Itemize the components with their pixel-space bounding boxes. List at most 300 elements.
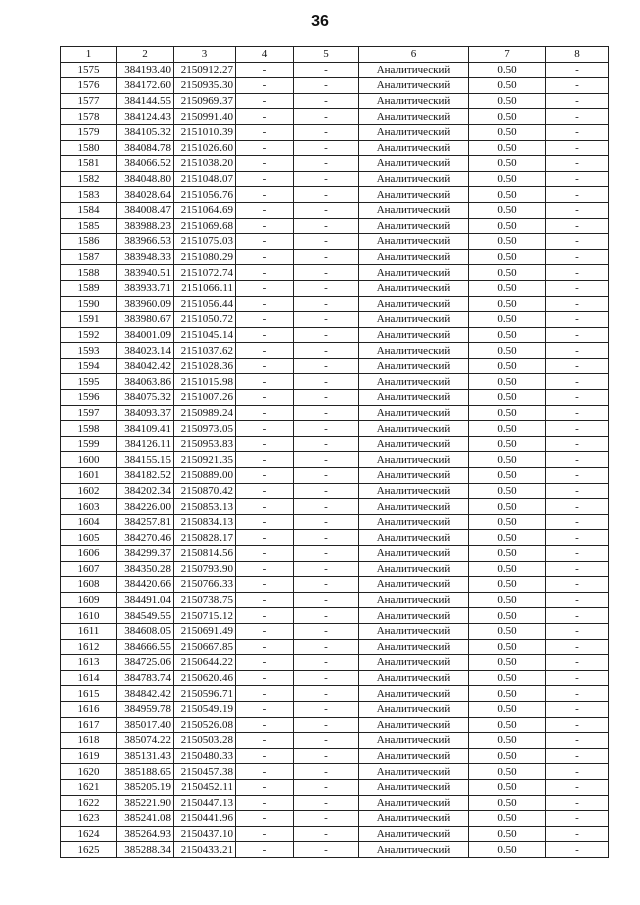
cell-x-coordinate: 384008.47	[117, 202, 174, 218]
cell-col-8: -	[546, 124, 609, 140]
table-row	[61, 499, 609, 515]
cell-col-5: -	[294, 655, 359, 671]
cell-method: Аналитический	[359, 78, 469, 94]
cell-y-coordinate: 2150715.12	[174, 608, 236, 624]
cell-y-coordinate: 2150691.49	[174, 623, 236, 639]
cell-accuracy: 0.50	[469, 405, 546, 421]
cell-accuracy: 0.50	[469, 623, 546, 639]
cell-method: Аналитический	[359, 124, 469, 140]
cell-col-4: -	[236, 343, 294, 359]
column-header-accuracy: 7	[469, 47, 546, 63]
cell-col-5: -	[294, 748, 359, 764]
cell-col-8: -	[546, 561, 609, 577]
cell-y-coordinate: 2150437.10	[174, 826, 236, 842]
cell-x-coordinate: 384023.14	[117, 343, 174, 359]
cell-col-5: -	[294, 701, 359, 717]
cell-y-coordinate: 2151007.26	[174, 390, 236, 406]
cell-col-4: -	[236, 795, 294, 811]
cell-method: Аналитический	[359, 561, 469, 577]
cell-col-5: -	[294, 608, 359, 624]
cell-col-8: -	[546, 639, 609, 655]
table-row	[61, 686, 609, 702]
cell-point-number: 1599	[61, 436, 117, 452]
cell-x-coordinate: 384666.55	[117, 639, 174, 655]
cell-y-coordinate: 2150953.83	[174, 436, 236, 452]
cell-x-coordinate: 384155.15	[117, 452, 174, 468]
cell-col-5: -	[294, 124, 359, 140]
cell-col-5: -	[294, 639, 359, 655]
cell-accuracy: 0.50	[469, 327, 546, 343]
cell-col-8: -	[546, 358, 609, 374]
cell-col-8: -	[546, 218, 609, 234]
cell-col-5: -	[294, 156, 359, 172]
table-row	[61, 436, 609, 452]
cell-col-8: -	[546, 483, 609, 499]
cell-method: Аналитический	[359, 717, 469, 733]
cell-y-coordinate: 2150667.85	[174, 639, 236, 655]
cell-col-8: -	[546, 93, 609, 109]
cell-accuracy: 0.50	[469, 312, 546, 328]
cell-y-coordinate: 2151080.29	[174, 249, 236, 265]
cell-col-4: -	[236, 312, 294, 328]
cell-y-coordinate: 2150921.35	[174, 452, 236, 468]
cell-point-number: 1596	[61, 390, 117, 406]
cell-y-coordinate: 2150973.05	[174, 421, 236, 437]
cell-method: Аналитический	[359, 171, 469, 187]
cell-col-5: -	[294, 717, 359, 733]
table-row	[61, 343, 609, 359]
cell-col-5: -	[294, 546, 359, 562]
cell-col-5: -	[294, 280, 359, 296]
cell-col-8: -	[546, 842, 609, 858]
cell-col-4: -	[236, 811, 294, 827]
cell-x-coordinate: 385188.65	[117, 764, 174, 780]
cell-accuracy: 0.50	[469, 62, 546, 78]
cell-col-5: -	[294, 826, 359, 842]
cell-col-5: -	[294, 78, 359, 94]
cell-method: Аналитический	[359, 779, 469, 795]
cell-x-coordinate: 385131.43	[117, 748, 174, 764]
cell-x-coordinate: 384124.43	[117, 109, 174, 125]
cell-accuracy: 0.50	[469, 468, 546, 484]
table-row	[61, 156, 609, 172]
cell-y-coordinate: 2150452.11	[174, 779, 236, 795]
cell-y-coordinate: 2150620.46	[174, 670, 236, 686]
table-row	[61, 592, 609, 608]
cell-x-coordinate: 385264.93	[117, 826, 174, 842]
cell-method: Аналитический	[359, 452, 469, 468]
cell-method: Аналитический	[359, 530, 469, 546]
cell-accuracy: 0.50	[469, 436, 546, 452]
table-row	[61, 670, 609, 686]
cell-point-number: 1578	[61, 109, 117, 125]
table-row	[61, 62, 609, 78]
cell-col-4: -	[236, 748, 294, 764]
cell-col-8: -	[546, 436, 609, 452]
table-row	[61, 78, 609, 94]
cell-point-number: 1617	[61, 717, 117, 733]
cell-col-4: -	[236, 156, 294, 172]
table-row	[61, 468, 609, 484]
cell-col-4: -	[236, 265, 294, 281]
cell-accuracy: 0.50	[469, 483, 546, 499]
cell-point-number: 1621	[61, 779, 117, 795]
cell-x-coordinate: 384048.80	[117, 171, 174, 187]
table-row	[61, 171, 609, 187]
cell-x-coordinate: 384549.55	[117, 608, 174, 624]
table-row	[61, 826, 609, 842]
cell-x-coordinate: 384270.46	[117, 530, 174, 546]
cell-col-8: -	[546, 655, 609, 671]
cell-point-number: 1615	[61, 686, 117, 702]
cell-col-5: -	[294, 109, 359, 125]
cell-x-coordinate: 384420.66	[117, 577, 174, 593]
cell-col-4: -	[236, 187, 294, 203]
cell-y-coordinate: 2151026.60	[174, 140, 236, 156]
cell-col-8: -	[546, 795, 609, 811]
cell-col-4: -	[236, 592, 294, 608]
cell-col-8: -	[546, 249, 609, 265]
table-row	[61, 483, 609, 499]
cell-col-5: -	[294, 670, 359, 686]
cell-col-8: -	[546, 62, 609, 78]
cell-accuracy: 0.50	[469, 187, 546, 203]
cell-col-5: -	[294, 265, 359, 281]
cell-point-number: 1611	[61, 623, 117, 639]
column-header-x-coordinate: 2	[117, 47, 174, 63]
cell-point-number: 1623	[61, 811, 117, 827]
cell-accuracy: 0.50	[469, 826, 546, 842]
cell-col-8: -	[546, 234, 609, 250]
cell-method: Аналитический	[359, 592, 469, 608]
cell-col-5: -	[294, 436, 359, 452]
cell-accuracy: 0.50	[469, 452, 546, 468]
cell-point-number: 1606	[61, 546, 117, 562]
cell-point-number: 1597	[61, 405, 117, 421]
cell-col-4: -	[236, 218, 294, 234]
column-header-y-coordinate: 3	[174, 47, 236, 63]
cell-col-8: -	[546, 280, 609, 296]
cell-col-8: -	[546, 592, 609, 608]
cell-col-5: -	[294, 358, 359, 374]
cell-x-coordinate: 384001.09	[117, 327, 174, 343]
cell-y-coordinate: 2151075.03	[174, 234, 236, 250]
cell-point-number: 1598	[61, 421, 117, 437]
table-row	[61, 327, 609, 343]
cell-col-8: -	[546, 327, 609, 343]
cell-accuracy: 0.50	[469, 811, 546, 827]
cell-y-coordinate: 2150738.75	[174, 592, 236, 608]
cell-y-coordinate: 2151028.36	[174, 358, 236, 374]
cell-method: Аналитический	[359, 93, 469, 109]
cell-x-coordinate: 384959.78	[117, 701, 174, 717]
cell-col-4: -	[236, 78, 294, 94]
table-row	[61, 701, 609, 717]
cell-y-coordinate: 2151045.14	[174, 327, 236, 343]
cell-x-coordinate: 384491.04	[117, 592, 174, 608]
cell-x-coordinate: 384172.60	[117, 78, 174, 94]
cell-method: Аналитический	[359, 436, 469, 452]
cell-y-coordinate: 2150766.33	[174, 577, 236, 593]
cell-col-4: -	[236, 358, 294, 374]
page-number: 36	[311, 13, 329, 30]
cell-col-8: -	[546, 78, 609, 94]
cell-point-number: 1585	[61, 218, 117, 234]
cell-x-coordinate: 383960.09	[117, 296, 174, 312]
cell-accuracy: 0.50	[469, 156, 546, 172]
cell-y-coordinate: 2150644.22	[174, 655, 236, 671]
cell-x-coordinate: 384842.42	[117, 686, 174, 702]
cell-col-8: -	[546, 577, 609, 593]
cell-col-5: -	[294, 374, 359, 390]
cell-y-coordinate: 2150814.56	[174, 546, 236, 562]
cell-col-5: -	[294, 249, 359, 265]
table-row	[61, 265, 609, 281]
cell-point-number: 1595	[61, 374, 117, 390]
cell-method: Аналитический	[359, 670, 469, 686]
cell-y-coordinate: 2150457.38	[174, 764, 236, 780]
cell-accuracy: 0.50	[469, 343, 546, 359]
cell-y-coordinate: 2151037.62	[174, 343, 236, 359]
cell-x-coordinate: 385241.08	[117, 811, 174, 827]
cell-x-coordinate: 384299.37	[117, 546, 174, 562]
cell-x-coordinate: 384144.55	[117, 93, 174, 109]
table-row	[61, 140, 609, 156]
cell-col-5: -	[294, 779, 359, 795]
cell-method: Аналитический	[359, 842, 469, 858]
cell-col-4: -	[236, 717, 294, 733]
cell-x-coordinate: 384075.32	[117, 390, 174, 406]
cell-method: Аналитический	[359, 733, 469, 749]
table-row	[61, 296, 609, 312]
cell-x-coordinate: 384193.40	[117, 62, 174, 78]
cell-method: Аналитический	[359, 655, 469, 671]
table-row	[61, 218, 609, 234]
cell-col-5: -	[294, 234, 359, 250]
table-row	[61, 639, 609, 655]
table-body	[61, 62, 609, 857]
cell-x-coordinate: 385288.34	[117, 842, 174, 858]
cell-accuracy: 0.50	[469, 842, 546, 858]
cell-y-coordinate: 2151038.20	[174, 156, 236, 172]
cell-col-4: -	[236, 249, 294, 265]
cell-x-coordinate: 384257.81	[117, 514, 174, 530]
cell-y-coordinate: 2150889.00	[174, 468, 236, 484]
cell-method: Аналитический	[359, 826, 469, 842]
table-row	[61, 530, 609, 546]
cell-y-coordinate: 2150441.96	[174, 811, 236, 827]
cell-accuracy: 0.50	[469, 93, 546, 109]
cell-accuracy: 0.50	[469, 608, 546, 624]
table-row	[61, 234, 609, 250]
cell-col-5: -	[294, 561, 359, 577]
cell-accuracy: 0.50	[469, 733, 546, 749]
cell-col-5: -	[294, 62, 359, 78]
cell-x-coordinate: 384202.34	[117, 483, 174, 499]
cell-accuracy: 0.50	[469, 639, 546, 655]
table-row	[61, 733, 609, 749]
cell-col-5: -	[294, 530, 359, 546]
cell-col-5: -	[294, 795, 359, 811]
cell-method: Аналитический	[359, 608, 469, 624]
cell-accuracy: 0.50	[469, 374, 546, 390]
cell-method: Аналитический	[359, 468, 469, 484]
cell-accuracy: 0.50	[469, 265, 546, 281]
cell-col-8: -	[546, 265, 609, 281]
table-row	[61, 546, 609, 562]
cell-col-5: -	[294, 842, 359, 858]
cell-y-coordinate: 2151066.11	[174, 280, 236, 296]
cell-accuracy: 0.50	[469, 358, 546, 374]
cell-method: Аналитический	[359, 623, 469, 639]
cell-point-number: 1590	[61, 296, 117, 312]
cell-method: Аналитический	[359, 499, 469, 515]
cell-accuracy: 0.50	[469, 592, 546, 608]
cell-col-5: -	[294, 202, 359, 218]
cell-y-coordinate: 2151072.74	[174, 265, 236, 281]
cell-point-number: 1614	[61, 670, 117, 686]
cell-col-8: -	[546, 701, 609, 717]
cell-point-number: 1603	[61, 499, 117, 515]
cell-col-4: -	[236, 374, 294, 390]
cell-point-number: 1576	[61, 78, 117, 94]
cell-accuracy: 0.50	[469, 686, 546, 702]
cell-col-4: -	[236, 62, 294, 78]
cell-method: Аналитический	[359, 218, 469, 234]
cell-col-4: -	[236, 655, 294, 671]
cell-col-4: -	[236, 140, 294, 156]
cell-y-coordinate: 2150828.17	[174, 530, 236, 546]
cell-x-coordinate: 383940.51	[117, 265, 174, 281]
cell-col-4: -	[236, 202, 294, 218]
cell-y-coordinate: 2150989.24	[174, 405, 236, 421]
cell-col-4: -	[236, 436, 294, 452]
cell-point-number: 1608	[61, 577, 117, 593]
cell-col-8: -	[546, 733, 609, 749]
cell-point-number: 1607	[61, 561, 117, 577]
cell-col-8: -	[546, 156, 609, 172]
cell-method: Аналитический	[359, 327, 469, 343]
cell-x-coordinate: 384105.32	[117, 124, 174, 140]
table-row	[61, 187, 609, 203]
cell-x-coordinate: 384182.52	[117, 468, 174, 484]
cell-x-coordinate: 384608.05	[117, 623, 174, 639]
cell-method: Аналитический	[359, 202, 469, 218]
cell-accuracy: 0.50	[469, 140, 546, 156]
cell-method: Аналитический	[359, 764, 469, 780]
cell-point-number: 1600	[61, 452, 117, 468]
cell-y-coordinate: 2150991.40	[174, 109, 236, 125]
cell-col-4: -	[236, 109, 294, 125]
cell-col-5: -	[294, 312, 359, 328]
table-row	[61, 623, 609, 639]
cell-y-coordinate: 2150503.28	[174, 733, 236, 749]
cell-y-coordinate: 2150447.13	[174, 795, 236, 811]
cell-col-5: -	[294, 764, 359, 780]
cell-point-number: 1575	[61, 62, 117, 78]
cell-x-coordinate: 384109.41	[117, 421, 174, 437]
table-row	[61, 795, 609, 811]
cell-col-4: -	[236, 842, 294, 858]
cell-point-number: 1625	[61, 842, 117, 858]
cell-y-coordinate: 2150433.21	[174, 842, 236, 858]
cell-col-4: -	[236, 499, 294, 515]
cell-accuracy: 0.50	[469, 561, 546, 577]
cell-point-number: 1622	[61, 795, 117, 811]
cell-y-coordinate: 2151069.68	[174, 218, 236, 234]
cell-method: Аналитический	[359, 296, 469, 312]
table-row	[61, 717, 609, 733]
table-row	[61, 109, 609, 125]
cell-method: Аналитический	[359, 795, 469, 811]
table-row	[61, 93, 609, 109]
cell-col-8: -	[546, 748, 609, 764]
cell-point-number: 1601	[61, 468, 117, 484]
cell-x-coordinate: 385221.90	[117, 795, 174, 811]
cell-accuracy: 0.50	[469, 764, 546, 780]
cell-x-coordinate: 384063.86	[117, 374, 174, 390]
cell-method: Аналитический	[359, 109, 469, 125]
cell-method: Аналитический	[359, 156, 469, 172]
cell-col-4: -	[236, 327, 294, 343]
cell-point-number: 1587	[61, 249, 117, 265]
cell-point-number: 1618	[61, 733, 117, 749]
cell-x-coordinate: 385074.22	[117, 733, 174, 749]
table-row	[61, 358, 609, 374]
cell-point-number: 1620	[61, 764, 117, 780]
table-row	[61, 811, 609, 827]
cell-col-5: -	[294, 171, 359, 187]
table-row	[61, 764, 609, 780]
cell-col-4: -	[236, 124, 294, 140]
cell-point-number: 1593	[61, 343, 117, 359]
column-header-method: 6	[359, 47, 469, 63]
cell-accuracy: 0.50	[469, 779, 546, 795]
cell-col-8: -	[546, 499, 609, 515]
cell-col-5: -	[294, 623, 359, 639]
cell-col-8: -	[546, 374, 609, 390]
cell-x-coordinate: 383980.67	[117, 312, 174, 328]
cell-accuracy: 0.50	[469, 234, 546, 250]
cell-x-coordinate: 384042.42	[117, 358, 174, 374]
cell-y-coordinate: 2151056.44	[174, 296, 236, 312]
cell-col-5: -	[294, 421, 359, 437]
cell-col-8: -	[546, 764, 609, 780]
cell-point-number: 1594	[61, 358, 117, 374]
cell-x-coordinate: 384226.00	[117, 499, 174, 515]
cell-col-8: -	[546, 623, 609, 639]
cell-method: Аналитический	[359, 234, 469, 250]
cell-point-number: 1602	[61, 483, 117, 499]
cell-y-coordinate: 2150912.27	[174, 62, 236, 78]
cell-point-number: 1586	[61, 234, 117, 250]
cell-method: Аналитический	[359, 374, 469, 390]
cell-col-8: -	[546, 514, 609, 530]
cell-col-5: -	[294, 592, 359, 608]
column-header-8: 8	[546, 47, 609, 63]
cell-y-coordinate: 2150870.42	[174, 483, 236, 499]
cell-col-4: -	[236, 452, 294, 468]
cell-col-4: -	[236, 670, 294, 686]
table-row	[61, 390, 609, 406]
cell-method: Аналитический	[359, 249, 469, 265]
cell-method: Аналитический	[359, 421, 469, 437]
table-row	[61, 202, 609, 218]
cell-col-4: -	[236, 546, 294, 562]
column-header-4: 4	[236, 47, 294, 63]
cell-x-coordinate: 384126.11	[117, 436, 174, 452]
cell-accuracy: 0.50	[469, 171, 546, 187]
